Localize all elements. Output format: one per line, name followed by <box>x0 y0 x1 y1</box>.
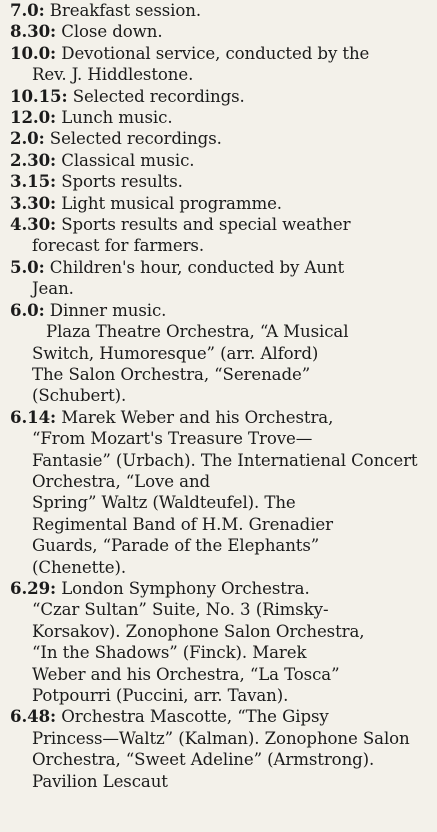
entry-text: forecast for farmers. <box>32 236 205 256</box>
programme-entry <box>10 0 431 21</box>
programme-entry <box>10 150 431 171</box>
entry-text: Princess—Waltz” (Kalman). Zonophone Salon Orchestra, “Sweet Adeline” (Armstrong). Pavilion Lescaut <box>32 728 410 791</box>
entry-text: Regimental Band of H.M. Grenadier <box>32 514 333 534</box>
entry-text: London Symphony Orchestra. <box>61 578 310 598</box>
entry-time: 10.15: <box>10 85 68 106</box>
programme-entry <box>10 407 431 578</box>
entry-text: Selected recordings. <box>49 129 222 149</box>
entry-text: Children's hour, conducted by Aunt <box>49 257 345 277</box>
entry-text: Dinner music. <box>49 300 167 320</box>
programme-entry <box>10 321 431 407</box>
entry-text: Light musical programme. <box>61 193 282 213</box>
programme-entry <box>10 193 431 214</box>
entry-text: Jean. <box>32 279 74 299</box>
entry-text: Switch, Humoresque” (arr. Alford) <box>32 343 319 363</box>
entry-text: Spring” Waltz (Waldteufel). The <box>32 493 296 513</box>
entry-text: Rev. J. Hiddlestone. <box>32 65 194 85</box>
programme-entry <box>10 128 431 149</box>
entry-text: Sports results and special weather <box>61 215 351 235</box>
entry-text: “Czar Sultan” Suite, No. 3 (Rimsky- <box>32 600 329 620</box>
entry-time: 3.15: <box>10 171 57 192</box>
entry-text: “From Mozart's Treasure Trove— <box>32 429 313 449</box>
entry-text: (Chenette). <box>32 557 126 577</box>
entry-text: Close down. <box>61 22 163 42</box>
programme-entry <box>10 578 431 706</box>
entry-time: 6.14: <box>10 406 57 427</box>
entry-time: 8.30: <box>10 21 57 42</box>
entry-text: Sports results. <box>61 172 183 192</box>
entry-time: 2.30: <box>10 149 57 170</box>
entry-time: 6.0: <box>10 299 45 320</box>
entry-text: Korsakov). Zonophone Salon Orchestra, <box>32 621 365 641</box>
entry-text: Orchestra Mascotte, “The Gipsy <box>61 707 329 727</box>
programme-entry <box>10 21 431 42</box>
entry-text: Guards, “Parade of the Elephants” <box>32 536 320 556</box>
programme-entry <box>10 43 431 86</box>
programme-entry <box>10 706 431 792</box>
entry-time: 2.0: <box>10 128 45 149</box>
entry-text: Weber and his Orchestra, “La Tosca” <box>32 664 340 684</box>
entry-time: 6.29: <box>10 577 57 598</box>
entry-text: Plaza Theatre Orchestra, “A Musical <box>46 322 349 342</box>
entry-time: 6.48: <box>10 706 57 727</box>
entry-text: Breakfast session. <box>49 1 202 20</box>
programme-entry <box>10 107 431 128</box>
programme-entry <box>10 214 431 257</box>
entry-text: Selected recordings. <box>72 86 245 106</box>
entry-time: 10.0: <box>10 42 57 63</box>
entry-time: 4.30: <box>10 214 57 235</box>
programme-entry <box>10 86 431 107</box>
entry-text: Marek Weber and his Orchestra, <box>61 407 334 427</box>
programme-entry <box>10 300 431 321</box>
entry-text: The Salon Orchestra, “Serenade” <box>32 364 311 384</box>
entry-text: (Schubert). <box>32 386 127 406</box>
entry-time: 12.0: <box>10 107 57 128</box>
entry-time: 7.0: <box>10 0 45 20</box>
entry-text: Classical music. <box>61 150 195 170</box>
entry-text: Potpourri (Puccini, arr. Tavan). <box>32 686 289 705</box>
entry-text: Devotional service, conducted by the <box>61 43 370 63</box>
programme-entry <box>10 171 431 192</box>
entry-text: “In the Shadows” (Finck). Marek <box>32 643 307 663</box>
entry-text: Fantasie” (Urbach). The Internatienal Concert Orchestra, “Love and <box>32 450 418 491</box>
entry-text: Lunch music. <box>61 108 173 128</box>
entry-time: 5.0: <box>10 256 45 277</box>
programme-entry <box>10 257 431 300</box>
entry-time: 3.30: <box>10 192 57 213</box>
